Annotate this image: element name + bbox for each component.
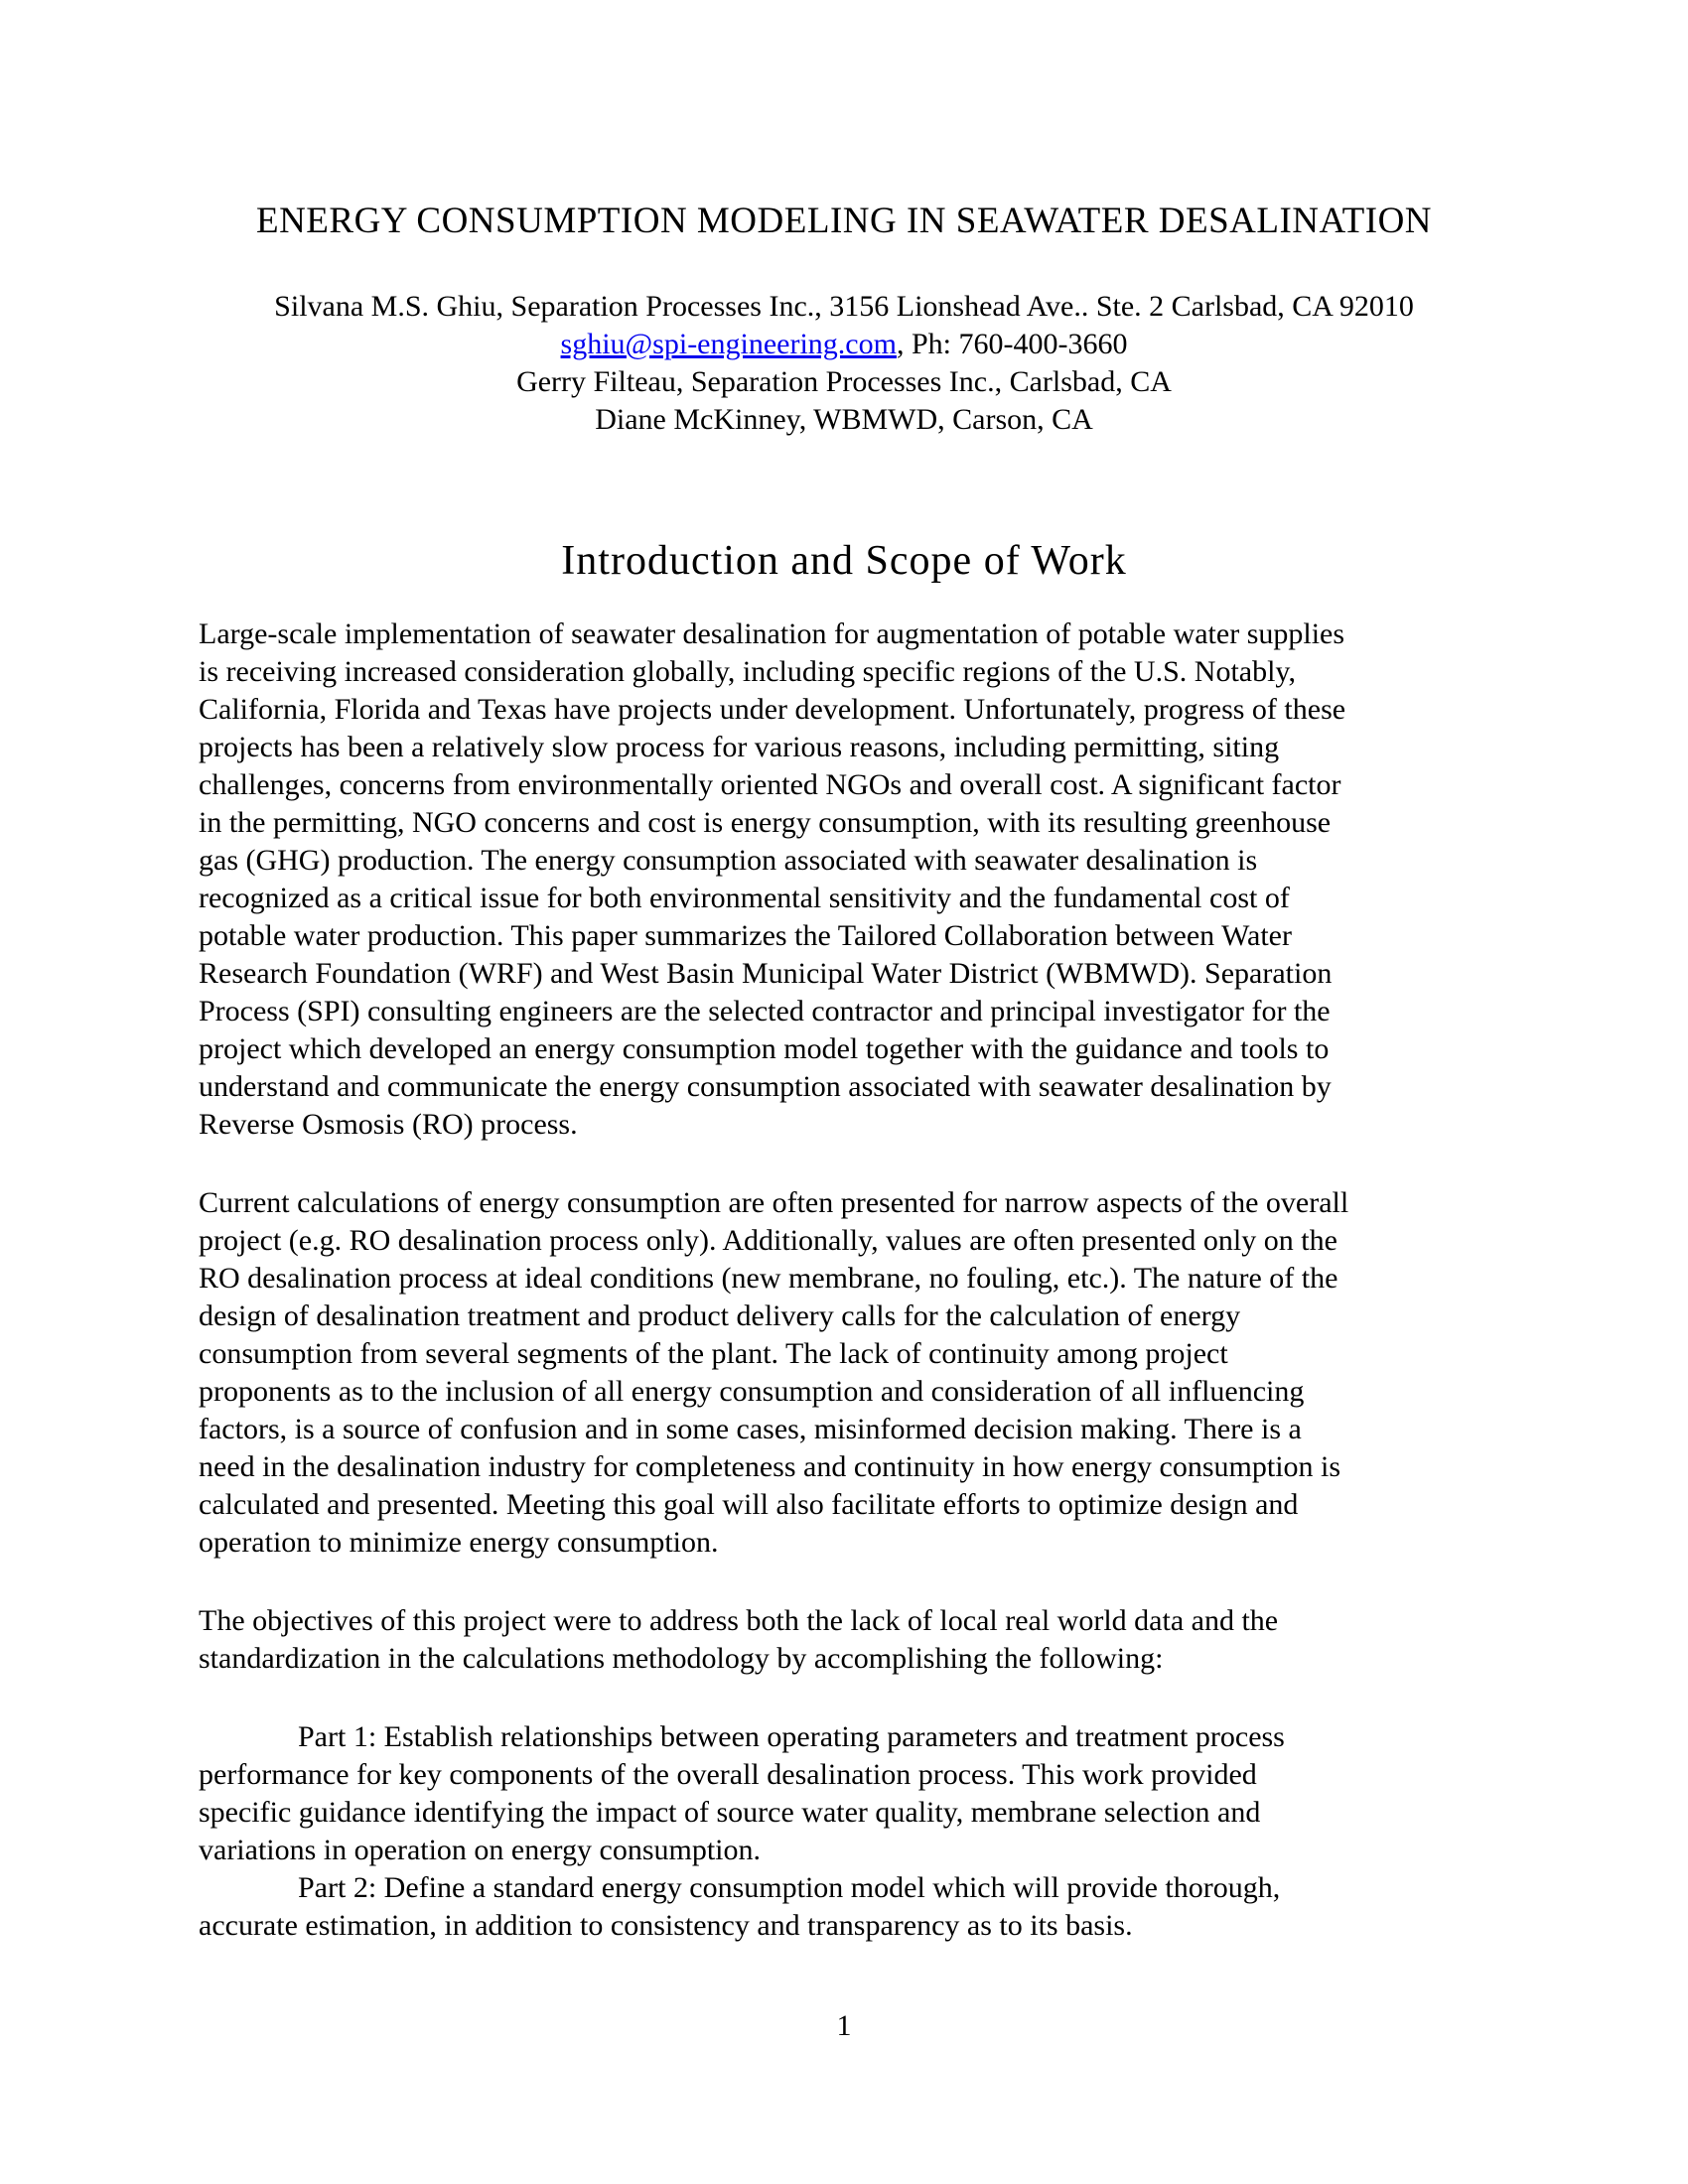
paragraph-line: recognized as a critical issue for both environmental sensitivity and the fundamental cost of	[199, 882, 1290, 914]
paragraph	[199, 615, 1489, 1144]
section-heading: Introduction and Scope of Work	[561, 538, 1127, 584]
paragraph-line: Part 2: Define a standard energy consumption model which will provide thorough,	[298, 1871, 1281, 1904]
paragraph-line: projects has been a relatively slow process for various reasons, including permitting, siting	[199, 731, 1280, 763]
page-number: 1	[836, 2009, 852, 2042]
paragraph-line: consumption from several segments of the plant. The lack of continuity among project	[199, 1337, 1228, 1370]
paragraph-line: Research Foundation (WRF) and West Basin Municipal Water District (WBMWD). Separation	[199, 957, 1333, 990]
paragraph-line: standardization in the calculations methodology by accomplishing the following:	[199, 1642, 1164, 1675]
paragraph-line: gas (GHG) production. The energy consumption associated with seawater desalination is	[199, 844, 1258, 877]
paragraph-line: need in the desalination industry for completeness and continuity in how energy consumption is	[199, 1450, 1341, 1483]
paragraph	[199, 1718, 1489, 1869]
paragraph-line: calculated and presented. Meeting this goal will also facilitate efforts to optimize design and	[199, 1488, 1299, 1521]
paragraph-line: project which developed an energy consumption model together with the guidance and tools to	[199, 1032, 1330, 1065]
paragraph-line: challenges, concerns from environmentally oriented NGOs and overall cost. A significant factor	[199, 768, 1341, 801]
paragraph-line: Reverse Osmosis (RO) process.	[199, 1108, 578, 1141]
paragraph-line: is receiving increased consideration globally, including specific regions of the U.S. Notably,	[199, 655, 1296, 688]
paragraph-line: Part 1: Establish relationships between operating parameters and treatment process	[298, 1720, 1285, 1753]
paragraph-line: Process (SPI) consulting engineers are the selected contractor and principal investigator for the	[199, 995, 1331, 1027]
paragraph-line: The objectives of this project were to address both the lack of local real world data and the	[199, 1604, 1279, 1637]
paragraph-line: California, Florida and Texas have projects under development. Unfortunately, progress of these	[199, 693, 1346, 726]
body-paragraphs	[199, 615, 1489, 1945]
paper-title: ENERGY CONSUMPTION MODELING IN SEAWATER DESALINATION	[255, 201, 1433, 241]
author-block	[199, 288, 1489, 439]
paragraph	[199, 1184, 1489, 1562]
paragraph	[199, 1602, 1489, 1678]
paragraph-line: potable water production. This paper summarizes the Tailored Collaboration between Water	[199, 919, 1292, 952]
paragraph-line: performance for key components of the overall desalination process. This work provided	[199, 1758, 1257, 1791]
author-line-2	[199, 326, 1489, 363]
paragraph-line: design of desalination treatment and product delivery calls for the calculation of energy	[199, 1299, 1241, 1332]
page-content	[199, 0, 1489, 1945]
paragraph-line: understand and communicate the energy consumption associated with seawater desalination by	[199, 1070, 1332, 1103]
paragraph-line: operation to minimize energy consumption.	[199, 1526, 719, 1559]
paragraph-line: specific guidance identifying the impact of source water quality, membrane selection and	[199, 1796, 1261, 1829]
phone-text: , Ph: 760-400-3660	[896, 328, 1128, 360]
paragraph-line: accurate estimation, in addition to consistency and transparency as to its basis.	[199, 1909, 1133, 1942]
paragraph-line: in the permitting, NGO concerns and cost is energy consumption, with its resulting greenhouse	[199, 806, 1332, 839]
paragraph-line: Large-scale implementation of seawater desalination for augmentation of potable water supplies	[199, 617, 1345, 650]
paragraph-line: RO desalination process at ideal conditions (new membrane, no fouling, etc.). The nature of the	[199, 1262, 1338, 1295]
paragraph-line: Current calculations of energy consumption are often presented for narrow aspects of the overall	[199, 1186, 1349, 1219]
paragraph	[199, 1869, 1489, 1945]
author-line-3: Gerry Filteau, Separation Processes Inc., Carlsbad, CA	[516, 365, 1172, 398]
author-line-4: Diane McKinney, WBMWD, Carson, CA	[595, 403, 1093, 436]
paragraph-line: proponents as to the inclusion of all energy consumption and consideration of all influencing	[199, 1375, 1305, 1408]
paragraph-line: project (e.g. RO desalination process only). Additionally, values are often presented only on the	[199, 1224, 1337, 1257]
email-link[interactable]: sghiu@spi-engineering.com	[560, 328, 897, 360]
paragraph-line: factors, is a source of confusion and in some cases, misinformed decision making. There is a	[199, 1413, 1302, 1445]
paragraph-line: variations in operation on energy consumption.	[199, 1834, 762, 1866]
author-line-1: Silvana M.S. Ghiu, Separation Processes Inc., 3156 Lionshead Ave.. Ste. 2 Carlsbad, CA 92010	[274, 290, 1414, 323]
